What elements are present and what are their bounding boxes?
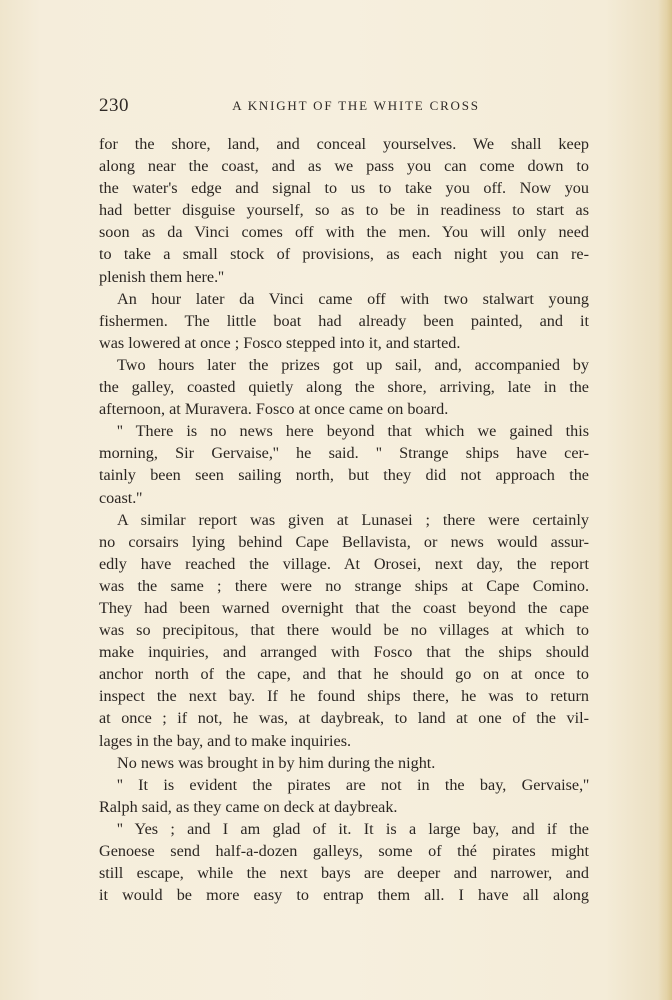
text-line: An hour later da Vinci came off with two stalwart young xyxy=(117,289,589,308)
text-line: plenish them here.'' xyxy=(99,267,224,286)
page-edge-shadow xyxy=(658,0,672,1000)
text-line: anchor north of the cape, and that he should go on at once to xyxy=(99,665,589,684)
running-title: A KNIGHT OF THE WHITE CROSS xyxy=(232,98,480,113)
text-line: it would be more easy to entrap them all. I have all along xyxy=(99,886,589,905)
text-line: Genoese send half-a-dozen galleys, some of thé pirates might xyxy=(99,842,589,860)
text-line: Ralph said, as they came on deck at daybreak. xyxy=(99,797,398,816)
text-line: make inquiries, and arranged with Fosco that the ships should xyxy=(99,643,589,662)
text-line: inspect the next bay. If he found ships there, he was to return xyxy=(99,687,589,706)
text-line: '' Yes ; and I am glad of it. It is a large bay, and if the xyxy=(117,819,589,838)
text-line: lages in the bay, and to make inquiries. xyxy=(99,731,352,750)
body-text xyxy=(99,133,589,906)
text-line: the galley, coasted quietly along the shore, arriving, late in the xyxy=(99,378,589,397)
text-line: edly have reached the village. At Orosei, next day, the report xyxy=(99,554,589,573)
text-line: coast.'' xyxy=(99,488,143,507)
text-line: They had been warned overnight that the coast beyond the cape xyxy=(99,598,589,617)
text-line: A similar report was given at Lunasei ; there were certainly xyxy=(117,510,589,529)
text-line: No news was brought in by him during the night. xyxy=(117,753,436,772)
text-line: afternoon, at Muravera. Fosco at once came on board. xyxy=(99,400,449,419)
text-line: '' It is evident the pirates are not in the bay, Gervaise,'' xyxy=(117,775,589,794)
text-line: morning, Sir Gervaise,'' he said. '' Strange ships have cer- xyxy=(99,444,589,463)
text-line: still escape, while the next bays are deeper and narrower, and xyxy=(99,864,589,883)
page-header xyxy=(99,95,591,119)
text-line: for the shore, land, and conceal yourselves. We shall keep xyxy=(99,135,589,153)
text-line: tainly been seen sailing north, but they did not approach the xyxy=(99,466,589,485)
text-line: '' There is no news here beyond that which we gained this xyxy=(117,422,589,441)
text-line: was so precipitous, that there would be no villages at which to xyxy=(99,621,589,640)
text-line: the water's edge and signal to us to take you off. Now you xyxy=(99,179,589,198)
text-line: was lowered at once ; Fosco stepped into it, and started. xyxy=(99,333,461,352)
text-line: no corsairs lying behind Cape Bellavista, or news would assur- xyxy=(99,532,589,551)
text-line: had better disguise yourself, so as to be in readiness to start as xyxy=(99,201,589,220)
text-line: fishermen. The little boat had already been painted, and it xyxy=(99,311,589,330)
text-line: was the same ; there were no strange ships at Cape Comino. xyxy=(99,576,589,595)
page-number: 230 xyxy=(99,95,129,116)
text-line: at once ; if not, he was, at daybreak, to land at one of the vil- xyxy=(99,709,589,728)
text-line: to take a small stock of provisions, as each night you can re- xyxy=(99,245,589,264)
text-line: Two hours later the prizes got up sail, and, accompanied by xyxy=(117,355,589,374)
text-line: soon as da Vinci comes off with the men. You will only need xyxy=(99,223,589,242)
text-line: along near the coast, and as we pass you can come down to xyxy=(99,157,589,176)
